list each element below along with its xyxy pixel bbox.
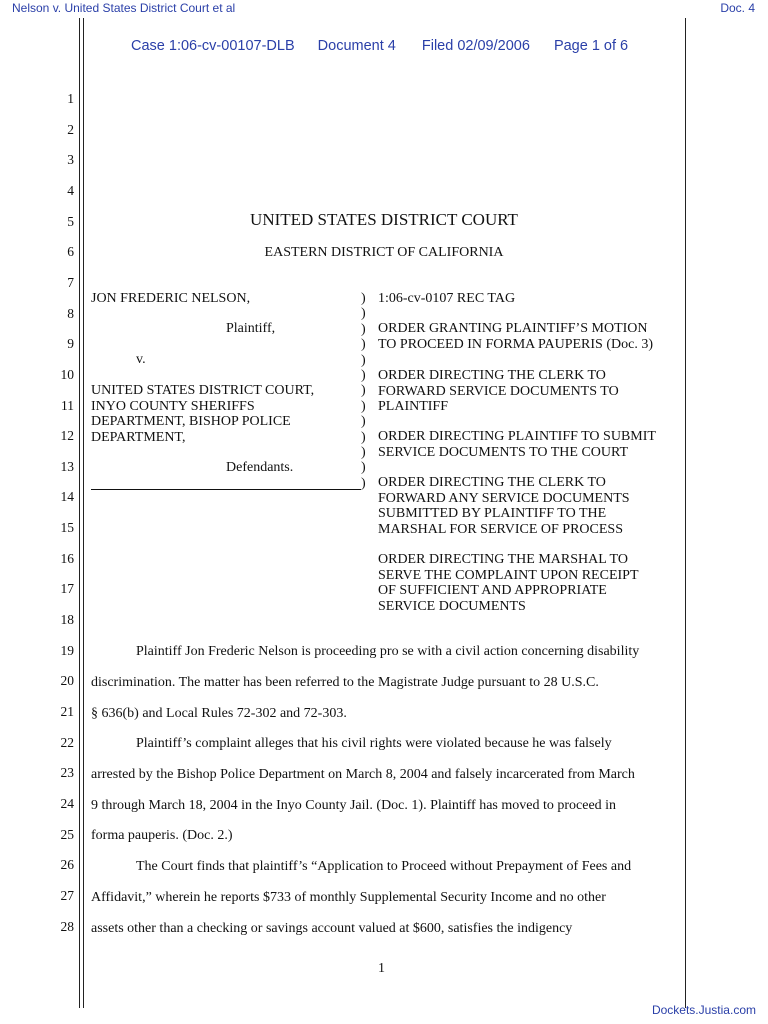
defendant-line: INYO COUNTY SHERIFFS [91,398,255,414]
left-margin-rule-outer [79,18,80,1008]
line-number: 10 [60,367,74,382]
line-number: 27 [60,888,74,903]
order-title [378,321,653,352]
caption-paren: ) [361,430,366,445]
order-title [378,475,630,537]
caption-paren: ) [361,476,366,491]
justia-footer-link[interactable]: Dockets.Justia.com [651,1003,756,1017]
line-number: 9 [67,336,74,351]
court-district: EASTERN DISTRICT OF CALIFORNIA [264,245,504,260]
body-line: assets other than a checking or savings account valued at $600, satisfies the indigency [91,921,573,936]
line-number: 3 [67,152,74,167]
defendant-line: DEPARTMENT, [91,429,186,445]
caption-paren: ) [361,322,366,337]
caption-underline [91,489,361,490]
order-title-line: TO PROCEED IN FORMA PAUPERIS (Doc. 3) [378,336,653,352]
order-title-line: ORDER DIRECTING THE CLERK TO [378,368,606,383]
line-number: 15 [60,520,74,535]
body-line: arrested by the Bishop Police Department on March 8, 2004 and falsely incarcerated from March [91,767,635,782]
line-number: 6 [67,244,74,259]
body-line: discrimination. The matter has been referred to the Magistrate Judge pursuant to 28 U.S.C. [91,675,599,690]
line-number: 14 [60,489,74,504]
caption-paren: ) [361,399,366,414]
line-number: 5 [67,214,74,229]
line-number: 8 [67,306,74,321]
caption-paren: ) [361,353,366,368]
defendants-block [91,383,314,445]
right-margin-rule [685,18,686,1008]
line-number: 16 [60,551,74,566]
plaintiff-role: Plaintiff, [226,321,276,336]
line-number: 23 [60,765,74,780]
versus: v. [136,352,146,367]
caption-paren: ) [361,445,366,460]
left-margin-rule-inner [83,18,84,1008]
order-title-line: PLAINTIFF [378,399,449,414]
line-number: 26 [60,857,74,872]
caption-paren: ) [361,306,366,321]
line-number: 28 [60,919,74,934]
filed-date-header: Filed 02/09/2006 [421,38,530,54]
order-title-line: OF SUFFICIENT AND APPROPRIATE [378,583,607,598]
body-line: 9 through March 18, 2004 in the Inyo County Jail. (Doc. 1). Plaintiff has moved to proceed in [91,798,617,813]
line-number: 22 [60,735,74,750]
order-title-line: FORWARD SERVICE DOCUMENTS TO [378,383,619,399]
order-title [378,552,639,614]
line-number: 13 [60,459,74,474]
page-number: 1 [378,961,385,976]
order-title-line: SERVICE DOCUMENTS [378,598,526,614]
filing-header [131,38,628,54]
line-number: 12 [60,428,74,443]
order-title [378,368,619,415]
defendant-line: UNITED STATES DISTRICT COURT, [91,383,315,398]
body-line: Plaintiff Jon Frederic Nelson is proceeding pro se with a civil action concerning disability [136,644,640,659]
defendant-line: DEPARTMENT, BISHOP POLICE [91,414,291,429]
order-title-line: ORDER GRANTING PLAINTIFF’S MOTION [378,321,648,336]
order-title-line: SUBMITTED BY PLAINTIFF TO THE [378,506,607,521]
line-number: 20 [60,673,74,688]
page-count-header: Page 1 of 6 [553,38,629,54]
order-title-line: ORDER DIRECTING THE CLERK TO [378,475,606,490]
document-number-header: Document 4 [317,38,396,54]
caption-paren: ) [361,368,366,383]
caption-paren: ) [361,291,366,306]
line-number: 18 [60,612,74,627]
line-number: 25 [60,827,74,842]
line-number: 21 [60,704,74,719]
body-line: forma pauperis. (Doc. 2.) [91,828,233,843]
order-title-line: SERVE THE COMPLAINT UPON RECEIPT [378,567,639,583]
case-number-header: Case 1:06-cv-00107-DLB [131,38,295,54]
body-line: The Court finds that plaintiff’s “Application to Proceed without Prepayment of Fees and [136,859,632,874]
order-title-line: ORDER DIRECTING THE MARSHAL TO [378,552,628,567]
caption-paren: ) [361,337,366,352]
line-number: 4 [67,183,74,198]
body-line: § 636(b) and Local Rules 72-302 and 72-303. [91,706,347,721]
body-line: Plaintiff’s complaint alleges that his civil rights were violated because he was falsely [136,736,612,751]
line-number: 17 [60,581,74,596]
caption-paren: ) [361,383,366,398]
order-title-line: ORDER DIRECTING PLAINTIFF TO SUBMIT [378,429,656,444]
line-number: 11 [61,398,74,413]
line-number: 2 [67,122,74,137]
line-number: 7 [67,275,74,290]
plaintiff-name: JON FREDERIC NELSON, [91,291,251,306]
order-title-line: SERVICE DOCUMENTS TO THE COURT [378,444,629,460]
order-title [378,429,656,460]
defendants-role: Defendants. [226,460,294,475]
caption-paren: ) [361,460,366,475]
order-title-line: MARSHAL FOR SERVICE OF PROCESS [378,521,623,537]
line-number: 24 [60,796,74,811]
order-title-line: FORWARD ANY SERVICE DOCUMENTS [378,490,630,506]
caption-case-number: 1:06-cv-0107 REC TAG [378,291,516,306]
body-line: Affidavit,” wherein he reports $733 of monthly Supplemental Security Income and no other [91,890,606,905]
court-name: UNITED STATES DISTRICT COURT [250,210,518,229]
case-title-link[interactable]: Nelson v. United States District Court et al [12,1,236,15]
line-number: 1 [67,91,74,106]
line-number: 19 [60,643,74,658]
doc-number-link[interactable]: Doc. 4 [720,1,755,15]
caption-paren: ) [361,414,366,429]
